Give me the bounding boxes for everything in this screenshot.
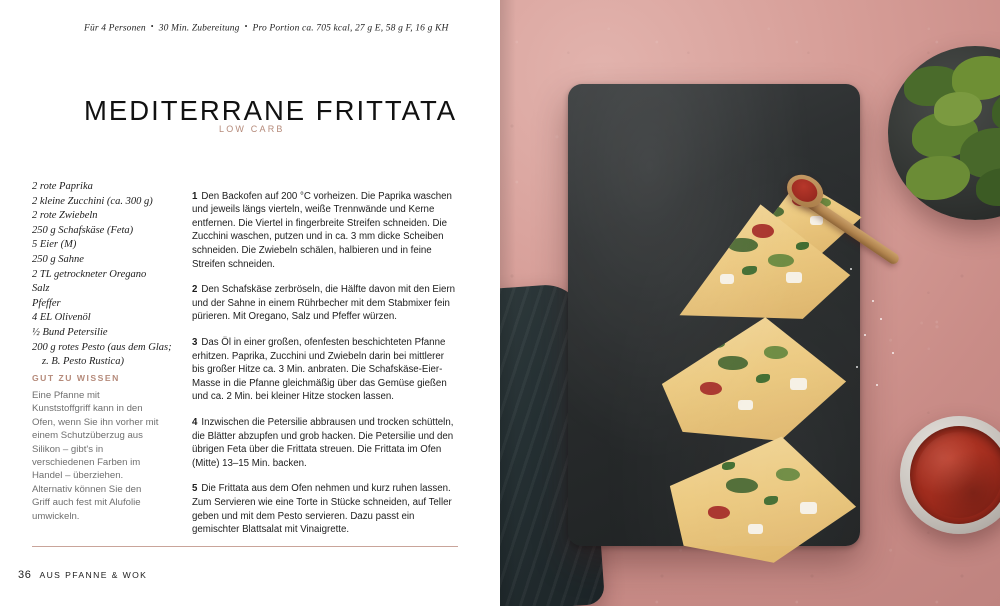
meta-nutrition: Pro Portion ca. 705 kcal, 27 g E, 58 g F, 16 g KH: [252, 23, 449, 34]
meta-time: 30 Min. Zubereitung: [158, 23, 240, 34]
pesto-jar-contents: [910, 426, 1000, 524]
chapter-name: AUS PFANNE & WOK: [39, 570, 148, 580]
step-text: Das Öl in einer großen, ofenfesten beschichteten Pfanne erhitzen. Paprika, Zucchini und Zwiebeln darin bei mittlerer bis großer Hitze ca. 3 Min. anbraten. Die Schafskäse-Eier-Masse in die Pfanne gleichmäßig über das Gemüse gießen und ca. 2 Min. bei kleiner Hitze stocken lassen.: [192, 337, 447, 403]
preparation-steps: [192, 180, 458, 549]
tip-text: Eine Pfanne mit Kunststoffgriff kann in den Ofen, wenn Sie ihn vorher mit einem Schutzüberzug aus Silikon – gibt's in verschiedenen Farben im Handel – überziehen. Alternativ können Sie den Griff auch fest mit Alufolie umwickeln.: [32, 390, 159, 522]
list-item: 2 kleine Zucchini (ca. 300 g): [32, 195, 153, 207]
step-3: [192, 336, 458, 404]
meta-separator-1: •: [150, 22, 154, 31]
step-number: 1: [192, 190, 198, 202]
step-number: 3: [192, 337, 198, 349]
list-item: 2 rote Paprika: [32, 181, 93, 192]
step-2: [192, 283, 458, 324]
step-text: Die Frittata aus dem Ofen nehmen und kurz ruhen lassen. Zum Servieren wie eine Torte in Stücke schneiden, auf Teller geben und mit dem Pesto servieren. Dazu passt ein gemischter Blattsalat mit Vinaigrette.: [192, 483, 452, 536]
frittata-wedge: [664, 434, 860, 564]
meta-separator-2: •: [244, 22, 248, 31]
step-number: 2: [192, 284, 198, 296]
list-item: 4 EL Olivenöl: [32, 312, 91, 324]
list-item: ½ Bund Petersilie: [32, 326, 108, 338]
step-number: 4: [192, 417, 198, 428]
slate-board: [568, 84, 860, 546]
step-text: Den Backofen auf 200 °C vorheizen. Die Paprika waschen und jeweils längs vierteln, weiße Trennwände und Kerne entfernen. Die Viertel in fingerbreite Streifen schneiden. Die Zucchini waschen, putzen und in ca. 3 mm dicke Scheiben schneiden. Die Zwiebeln schälen, halbieren und in feine Streifen schneiden.: [192, 190, 452, 270]
ingredients-list: [32, 180, 182, 370]
list-item: 5 Eier (M): [32, 239, 77, 251]
meta-servings: Für 4 Personen: [84, 23, 146, 34]
step-4: [192, 416, 458, 470]
page-number: 36: [18, 569, 32, 581]
step-text: Inzwischen die Petersilie abbrausen und trocken schütteln, die Blätter abzupfen und grob hacken. Die Petersilie und den übrigen Feta über die Frittata streuen. Die Frittata im Ofen (Mitte) 13–15 Min. backen.: [192, 417, 454, 469]
step-5: [192, 482, 458, 536]
tip-box: [32, 373, 160, 523]
step-text: Den Schafskäse zerbröseln, die Hälfte davon mit den Eiern und der Sahne in einem Rührbecher mit dem Stabmixer fein pürieren. Mit Oregano, Salz und Pfeffer würzen.: [192, 284, 456, 323]
footer-divider: [32, 546, 458, 547]
list-item: 200 g rotes Pesto (aus dem Glas;: [32, 341, 172, 353]
recipe-photo-page: [500, 0, 1000, 606]
step-1: [192, 190, 458, 272]
tip-title: GUT ZU WISSEN: [32, 373, 120, 383]
step-number: 5: [192, 483, 198, 495]
list-item: z. B. Pesto Rustica): [42, 356, 124, 368]
recipe-meta: [84, 22, 464, 34]
list-item: Pfeffer: [32, 297, 61, 309]
list-item: 2 TL getrockneter Oregano: [32, 268, 147, 280]
list-item: 250 g Sahne: [32, 253, 84, 265]
list-item: 2 rote Zwiebeln: [32, 210, 98, 222]
page-title: MEDITERRANE FRITTATA: [84, 95, 458, 127]
recipe-subtitle-badge: LOW CARB: [219, 124, 285, 134]
list-item: Salz: [32, 283, 50, 295]
list-item: 250 g Schafskäse (Feta): [32, 224, 134, 236]
page-footer: [18, 569, 147, 581]
frittata-wedge: [660, 316, 848, 442]
